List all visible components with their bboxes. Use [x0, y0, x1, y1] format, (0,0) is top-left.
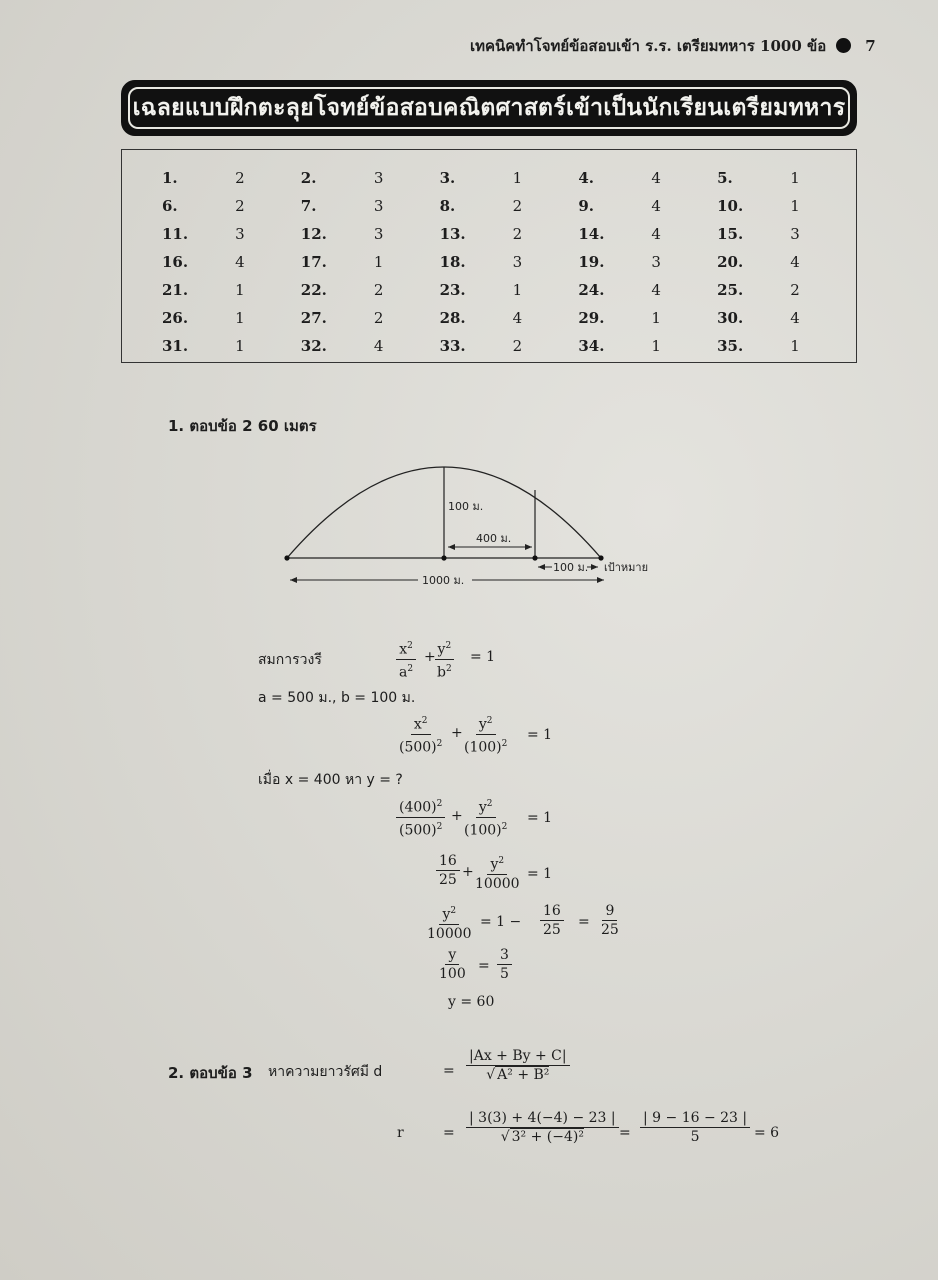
question-number: 14. — [578, 225, 605, 243]
answer-choice: 2 — [512, 337, 523, 355]
question-number: 32. — [300, 337, 327, 355]
answer-choice: 2 — [373, 281, 384, 299]
answer-choice: 1 — [790, 197, 800, 215]
answer-choice: 2 — [790, 281, 800, 299]
answer-row — [162, 164, 856, 192]
label-target: เป้าหมาย — [604, 561, 649, 574]
bullet-icon — [836, 38, 851, 53]
q1-heading: 1. ตอบข้อ 2 60 เมตร — [168, 417, 317, 435]
ellipse-label: สมการวงรี — [258, 652, 322, 668]
answer-choice: 3 — [651, 253, 661, 271]
question-number: 20. — [717, 253, 744, 271]
q2-eq2-frac-b: $\frac{| 9 - 16 - 23 |}{5}$ — [640, 1110, 750, 1145]
answer-choice: 1 — [235, 281, 245, 299]
q2-result: = 6 — [754, 1125, 780, 1141]
answer-choice: 2 — [373, 309, 384, 327]
answer-choice: 2 — [235, 169, 245, 187]
eq3-frac-y: $\frac{y^2}{(100)^2}$ — [461, 796, 510, 838]
eq3-frac-x: $\frac{(400)^2}{(500)^2}$ — [396, 796, 445, 838]
question-number: 8. — [439, 197, 456, 215]
eq4-rhs: = 1 — [527, 866, 553, 882]
answer-choice: 3 — [373, 169, 384, 187]
answer-choice: 4 — [235, 253, 245, 271]
eq1-frac-x: $\frac{x^2}{a^2}$ — [396, 638, 416, 680]
eq7: y = 60 — [448, 994, 495, 1010]
question-number: 4. — [578, 169, 595, 187]
question-number: 25. — [717, 281, 744, 299]
answer-choice: 4 — [790, 309, 800, 327]
eq5-frac-b: $\frac{16}{25}$ — [540, 903, 564, 938]
question-number: 17. — [300, 253, 327, 271]
page-number: 7 — [865, 37, 876, 55]
question-number: 22. — [300, 281, 327, 299]
center-point — [441, 555, 446, 560]
question-number: 24. — [578, 281, 605, 299]
eq3-rhs: = 1 — [527, 810, 553, 826]
question-number: 31. — [162, 337, 189, 355]
question-number: 13. — [439, 225, 466, 243]
answer-choice: 1 — [790, 169, 800, 187]
q2-r-label: r — [397, 1125, 404, 1141]
question-number: 2. — [300, 169, 317, 187]
answer-choice: 3 — [373, 197, 384, 215]
eq5-mid: = 1 − — [480, 914, 522, 930]
answer-key-box — [121, 149, 857, 363]
ab-values: a = 500 ม., b = 100 ม. — [258, 690, 416, 706]
question-number: 35. — [717, 337, 744, 355]
answer-choice: 4 — [512, 309, 523, 327]
question-number: 16. — [162, 253, 189, 271]
answer-choice: 4 — [790, 253, 800, 271]
target-point — [598, 555, 603, 560]
question-number: 30. — [717, 309, 744, 327]
answer-choice: 4 — [651, 281, 661, 299]
q2-heading: 2. ตอบข้อ 3 — [168, 1064, 253, 1082]
answer-choice: 2 — [512, 197, 523, 215]
answer-row — [162, 276, 856, 304]
answer-choice: 4 — [651, 169, 661, 187]
answer-choice: 1 — [373, 253, 384, 271]
q2-find-text: หาความยาวรัศมี d — [268, 1064, 383, 1080]
question-number: 7. — [300, 197, 317, 215]
question-number: 19. — [578, 253, 605, 271]
q2-eq2-frac-a: $\frac{| 3(3) + 4(-4) - 23 |}{\text{√ 3² + (−4)²}}$ — [466, 1110, 619, 1145]
answer-row — [162, 220, 856, 248]
question-number: 6. — [162, 197, 178, 215]
eq6-frac-b: $\frac{3}{5}$ — [497, 947, 512, 982]
eq5-frac-a: $\frac{y^2}{10000}$ — [424, 903, 475, 942]
eq4-frac-b: $\frac{y^2}{10000}$ — [472, 853, 523, 892]
question-number: 33. — [439, 337, 466, 355]
question-number: 12. — [300, 225, 327, 243]
question-number: 23. — [439, 281, 466, 299]
eq2-rhs: = 1 — [527, 727, 553, 743]
answer-choice: 4 — [651, 225, 661, 243]
eq2-frac-x: $\frac{x^2}{(500)^2}$ — [396, 713, 445, 755]
question-number: 18. — [439, 253, 466, 271]
q2-eq2-eq: = — [443, 1125, 455, 1141]
answer-choice: 3 — [235, 225, 245, 243]
label-100: 100 ม. — [553, 561, 589, 574]
eq1-rhs: = 1 — [470, 649, 496, 665]
x400-point — [532, 555, 537, 560]
start-point — [284, 555, 289, 560]
question-number: 10. — [717, 197, 744, 215]
answer-choice: 1 — [651, 309, 661, 327]
answer-row — [162, 304, 856, 332]
answer-choice: 1 — [235, 337, 245, 355]
label-400: 400 ม. — [476, 532, 512, 545]
q2-eq1-frac: $\frac{|Ax + By + C|}{\text{√ A² + B²}}$ — [466, 1048, 570, 1083]
q2-eq2-eq2: = — [619, 1125, 631, 1141]
answer-choice: 3 — [373, 225, 384, 243]
eq1-frac-y: $\frac{y^2}{b^2}$ — [434, 638, 455, 680]
banner-title: เฉลยแบบฝึกตะลุยโจทย์ข้อสอบคณิตศาสตร์เข้าเป็นนักเรียนเตรียมทหาร — [128, 87, 850, 129]
answer-choice: 2 — [512, 225, 523, 243]
question-number: 1. — [162, 169, 178, 187]
answer-choice: 3 — [790, 225, 800, 243]
answer-choice: 2 — [235, 197, 245, 215]
question-number: 29. — [578, 309, 605, 327]
answer-choice: 1 — [651, 337, 661, 355]
eq6-eq: = — [478, 958, 490, 974]
title-banner — [121, 80, 857, 136]
answer-choice: 1 — [512, 169, 523, 187]
answer-choice: 1 — [512, 281, 523, 299]
label-1000: 1000 ม. — [422, 574, 465, 587]
eq2-frac-y: $\frac{y^2}{(100)^2}$ — [461, 713, 510, 755]
answer-key-table — [162, 164, 856, 360]
eq4-frac-a: $\frac{16}{25}$ — [436, 853, 460, 888]
running-head-text: เทคนิคทำโจทย์ข้อสอบเข้า ร.ร. เตรียมทหาร 1000 ข้อ — [470, 37, 827, 55]
question-number: 34. — [578, 337, 605, 355]
answer-choice: 1 — [235, 309, 245, 327]
question-number: 9. — [578, 197, 595, 215]
question-number: 27. — [300, 309, 327, 327]
q2-eq1-eq: = — [443, 1063, 455, 1079]
page: เทคนิคทำโจทย์ข้อสอบเข้า ร.ร. เตรียมทหาร 1000 ข้อ 7 เฉลยแบบฝึกตะลุยโจทย์ข้อสอบคณิตศาสตร์เข้าเป็นนักเรียนเตรียมทหาร 1. 2 2. 3 3. 1 4. 4 5. 1 6. 2 7. 3 8. 2 9. 4 10. 1 11. 3 12. 3 13. 2 14. 4 15. 3 16. 4 17. 1 18. 3 19. 3 20. 4 21. 1 22. 2 23. 1 24. 4 25. 2 26. 1 27. 2 28. 4 29. 1 30. 4 31. 1 32. 4 33. 2 34. 1 35. 1 1. ตอบข้อ 2 60 เมตร 100 ม. 400 ม. 100 ม. เป้าหมาย 1000 ม. สมการวงรี $\frac{x^2}{a^2}$ + $\frac{y^2}{b^2}$ = 1 a = 500 ม., b = 100 ม. $\frac{x^2}{(500)^2}$ + $\frac{y^2}{(100)^2}$ = 1 เมื่อ x = 400 หา y = ? $\frac{(400)^2}{(500)^2}$ + $\frac{y^2}{(100)^2}$ = 1 $\frac{16}{25}$ + $\frac{y^2}{10000}$ = 1 $\frac{y^2}{10000}$ = 1 − $\frac{16}{25}$ = $\frac{9}{25}$ $\frac{y}{100}$ = $\frac{3}{5}$ y = 60 2. ตอบข้อ 3 หาความยาวรัศมี d = $\frac{|Ax + By + C|}{\text{√ A² + B²}}$ r = $\frac{| 3(3) + 4(-4) - 23 |}{\text{√ 3² + (−4)²}}$ = $\frac{| 9 - 16 - 23 |}{5}$ = 6 — [0, 0, 938, 1280]
answer-choice: 4 — [373, 337, 384, 355]
answer-choice: 3 — [512, 253, 523, 271]
eq5-frac-c: $\frac{9}{25}$ — [601, 903, 619, 938]
running-head — [470, 34, 890, 54]
question-number: 21. — [162, 281, 189, 299]
question-number: 5. — [717, 169, 733, 187]
answer-row — [162, 192, 856, 220]
answer-row — [162, 248, 856, 276]
eq5-eq: = — [578, 914, 590, 930]
parabola-diagram — [270, 455, 650, 590]
question-number: 15. — [717, 225, 744, 243]
question-number: 28. — [439, 309, 466, 327]
eq6-frac-a: $\frac{y}{100}$ — [439, 947, 466, 982]
when-text: เมื่อ x = 400 หา y = ? — [258, 772, 403, 788]
question-number: 11. — [162, 225, 189, 243]
answer-choice: 1 — [790, 337, 800, 355]
answer-choice: 4 — [651, 197, 661, 215]
question-number: 3. — [439, 169, 456, 187]
answer-row — [162, 332, 856, 360]
question-number: 26. — [162, 309, 189, 327]
label-height: 100 ม. — [448, 500, 484, 513]
